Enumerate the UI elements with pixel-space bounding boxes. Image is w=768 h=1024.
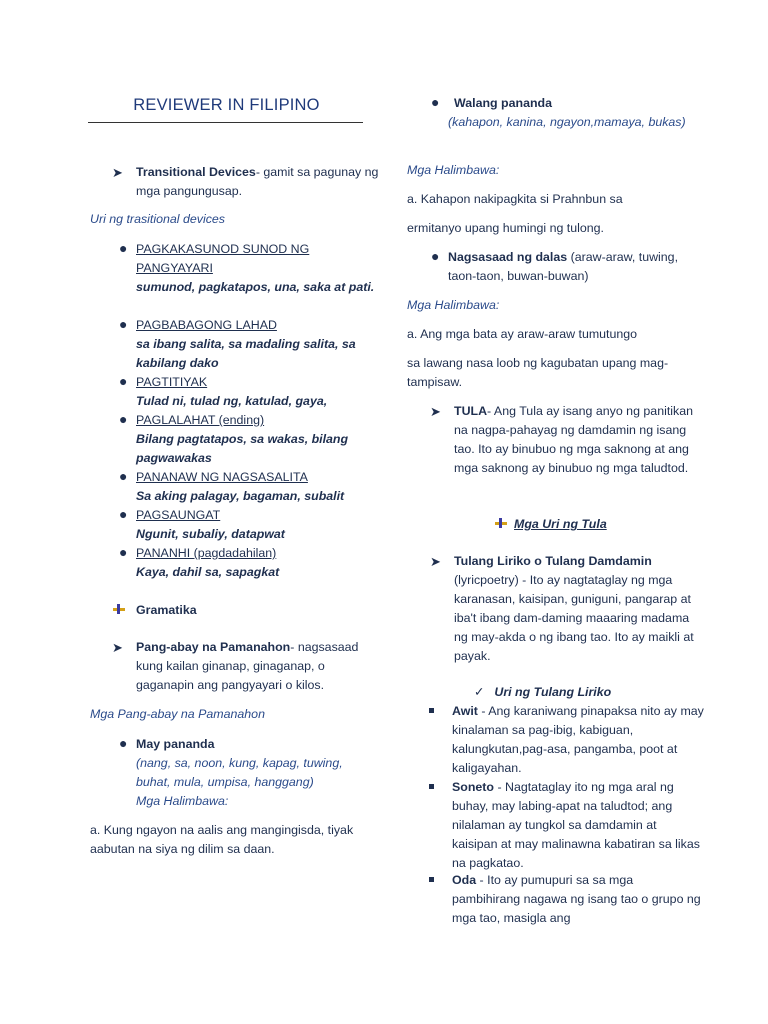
gramatika-heading: Gramatika	[112, 601, 197, 620]
halimbawa-1: Mga Halimbawa:	[407, 163, 500, 177]
right-ex2-line1: a. Ang mga bata ay araw-araw tumutungo	[407, 327, 638, 341]
page-title: REVIEWER IN FILIPINO	[133, 96, 320, 114]
left-example-a: a. Kung ngayon na aalis ang mangingisda, tiyak aabutan na siya ng dilim sa daan.	[90, 823, 354, 856]
square-bullet-icon	[429, 708, 434, 713]
device-examples: Kaya, dahil sa, sapagkat	[136, 565, 280, 579]
device-examples: Sa aking palagay, bagaman, subalit	[136, 489, 345, 503]
walang-pananda-item	[428, 94, 688, 132]
liriko-def: (lyricpoetry) - Ito ay nagtataglay ng mga karanasan, kaisipan, guniguni, pangarap at iba't ibang dam-daming maaaring madama ng may-akda o ng ibang tao. Ito ay maikli at payak.	[454, 573, 694, 663]
may-pananda-label: May pananda	[136, 737, 215, 751]
square-bullet-icon	[429, 784, 434, 789]
walang-pananda-examples: (kahapon, kanina, ngayon,mamaya, bukas)	[448, 115, 686, 129]
mga-uri-heading: Mga Uri ng Tula	[494, 515, 607, 534]
right-ex1-line2: ermitanyo upang humingi ng tulong.	[407, 221, 605, 235]
pang-abay-def: - nagsasaad kung kailan ginanap, ginaganap, o gaganapin ang pangyayari o kilos.	[136, 640, 359, 692]
dalas-examples: (araw-araw, tuwing, taon-taon, buwan-buwan)	[448, 250, 679, 283]
liriko-type-oda	[428, 871, 704, 928]
pang-abay-item	[112, 638, 386, 695]
device-name: PANANAW NG NAGSASALITA	[136, 470, 308, 484]
type-name: Awit	[452, 704, 478, 718]
type-name: Oda	[452, 873, 477, 887]
right-ex1-line1: a. Kahapon nakipagkita si Prahnbun sa	[407, 192, 623, 206]
bullet-icon: ●	[119, 735, 128, 751]
device-examples: sa ibang salita, sa madaling salita, sa kabilang dako	[136, 337, 356, 370]
liriko-type-soneto	[428, 778, 704, 873]
pen-icon	[494, 517, 508, 529]
device-item-3	[116, 411, 386, 468]
device-name: PAGTITIYAK	[136, 375, 208, 389]
device-examples: Bilang pagtatapos, sa wakas, bilang pagwawakas	[136, 432, 349, 465]
bullet-icon: ●	[119, 544, 128, 560]
liriko-type-awit	[428, 702, 704, 778]
square-bullet-icon	[429, 877, 434, 882]
bullet-icon: ●	[431, 94, 440, 110]
tula-term: TULA	[454, 404, 488, 418]
transitional-def: - gamit sa pagunay ng mga pangungusap.	[136, 165, 379, 198]
device-name: PAGSAUNGAT	[136, 508, 221, 522]
pang-abay-term: Pang-abay na Pamanahon	[136, 640, 291, 654]
device-examples: sumunod, pagkatapos, una, saka at pati.	[136, 280, 375, 294]
bullet-icon: ●	[119, 316, 128, 332]
type-def: - Nagtataglay ito ng mga aral ng buhay, may labing-apat na taludtod; ang nilalaman ay tungkol sa damdamin at kaisipan at may malinawna kabatiran sa likas na pagkatao.	[452, 780, 700, 870]
device-name: PAGKAKASUNOD SUNOD NG PANGYAYARI	[136, 242, 310, 275]
walang-pananda-label: Walang pananda	[454, 96, 552, 110]
right-ex2-line2: sa lawang nasa loob ng kagubatan upang mag-tampisaw.	[407, 356, 669, 389]
type-name: Soneto	[452, 780, 494, 794]
arrow-bullet-icon: ➤	[112, 640, 123, 655]
device-name: PAGLALAHAT (ending)	[136, 413, 265, 427]
arrow-bullet-icon: ➤	[112, 165, 123, 180]
tula-def: - Ang Tula ay isang anyo ng panitikan na nagpa-pahayag ng damdamin ng isang tao. Ito ay binubuo ng mga saknong at ang mga saknong ay binubuo ng mga taludtod.	[454, 404, 694, 475]
type-def: - Ito ay pumupuri sa sa mga pambihirang nagawa ng isang tao o grupo ng mga tao, masigla ang	[452, 873, 701, 925]
bullet-icon: ●	[119, 411, 128, 427]
transitional-devices-item	[112, 163, 391, 201]
arrow-bullet-icon: ➤	[430, 404, 441, 419]
may-pananda-item	[116, 735, 376, 811]
bullet-icon: ●	[119, 373, 128, 389]
check-icon: ✓	[474, 685, 485, 699]
transitional-term: Transitional Devices	[136, 165, 256, 179]
may-pananda-examples: (nang, sa, noon, kung, kapag, tuwing, buhat, mula, umpisa, hanggang)	[136, 756, 343, 789]
pang-abay-heading: Mga Pang-abay na Pamanahon	[90, 707, 265, 721]
device-name: PANANHI (pagdadahilan)	[136, 546, 277, 560]
device-item-2	[116, 373, 386, 411]
tula-item	[430, 402, 704, 478]
device-examples: Ngunit, subaliy, datapwat	[136, 527, 285, 541]
may-pananda-halimbawa: Mga Halimbawa:	[136, 794, 229, 808]
uri-liriko-heading: ✓ Uri ng Tulang Liriko	[474, 685, 612, 699]
arrow-bullet-icon: ➤	[430, 554, 441, 569]
bullet-icon: ●	[119, 468, 128, 484]
liriko-term: Tulang Liriko o Tulang Damdamin	[454, 554, 652, 568]
device-examples: Tulad ni, tulad ng, katulad, gaya,	[136, 394, 328, 408]
bullet-icon: ●	[119, 240, 128, 256]
bullet-icon: ●	[431, 248, 440, 264]
bullet-icon: ●	[119, 506, 128, 522]
pen-icon	[112, 603, 126, 615]
device-item-6	[116, 544, 386, 582]
type-def: - Ang karaniwang pinapaksa nito ay may kinalaman sa pag-ibig, kabiguan, kalungkutan,pag-asa, pangamba, poot at kaligayahan.	[452, 704, 704, 775]
device-item-1	[116, 316, 386, 373]
device-name: PAGBABAGONG LAHAD	[136, 318, 277, 332]
uri-heading: Uri ng trasitional devices	[90, 212, 225, 226]
device-item-5	[116, 506, 386, 544]
device-item-4	[116, 468, 386, 506]
halimbawa-2: Mga Halimbawa:	[407, 298, 500, 312]
liriko-item	[430, 552, 704, 666]
title-rule	[88, 122, 363, 123]
dalas-item	[428, 248, 688, 286]
dalas-label: Nagsasaad ng dalas	[448, 250, 568, 264]
device-item-0	[116, 240, 386, 297]
